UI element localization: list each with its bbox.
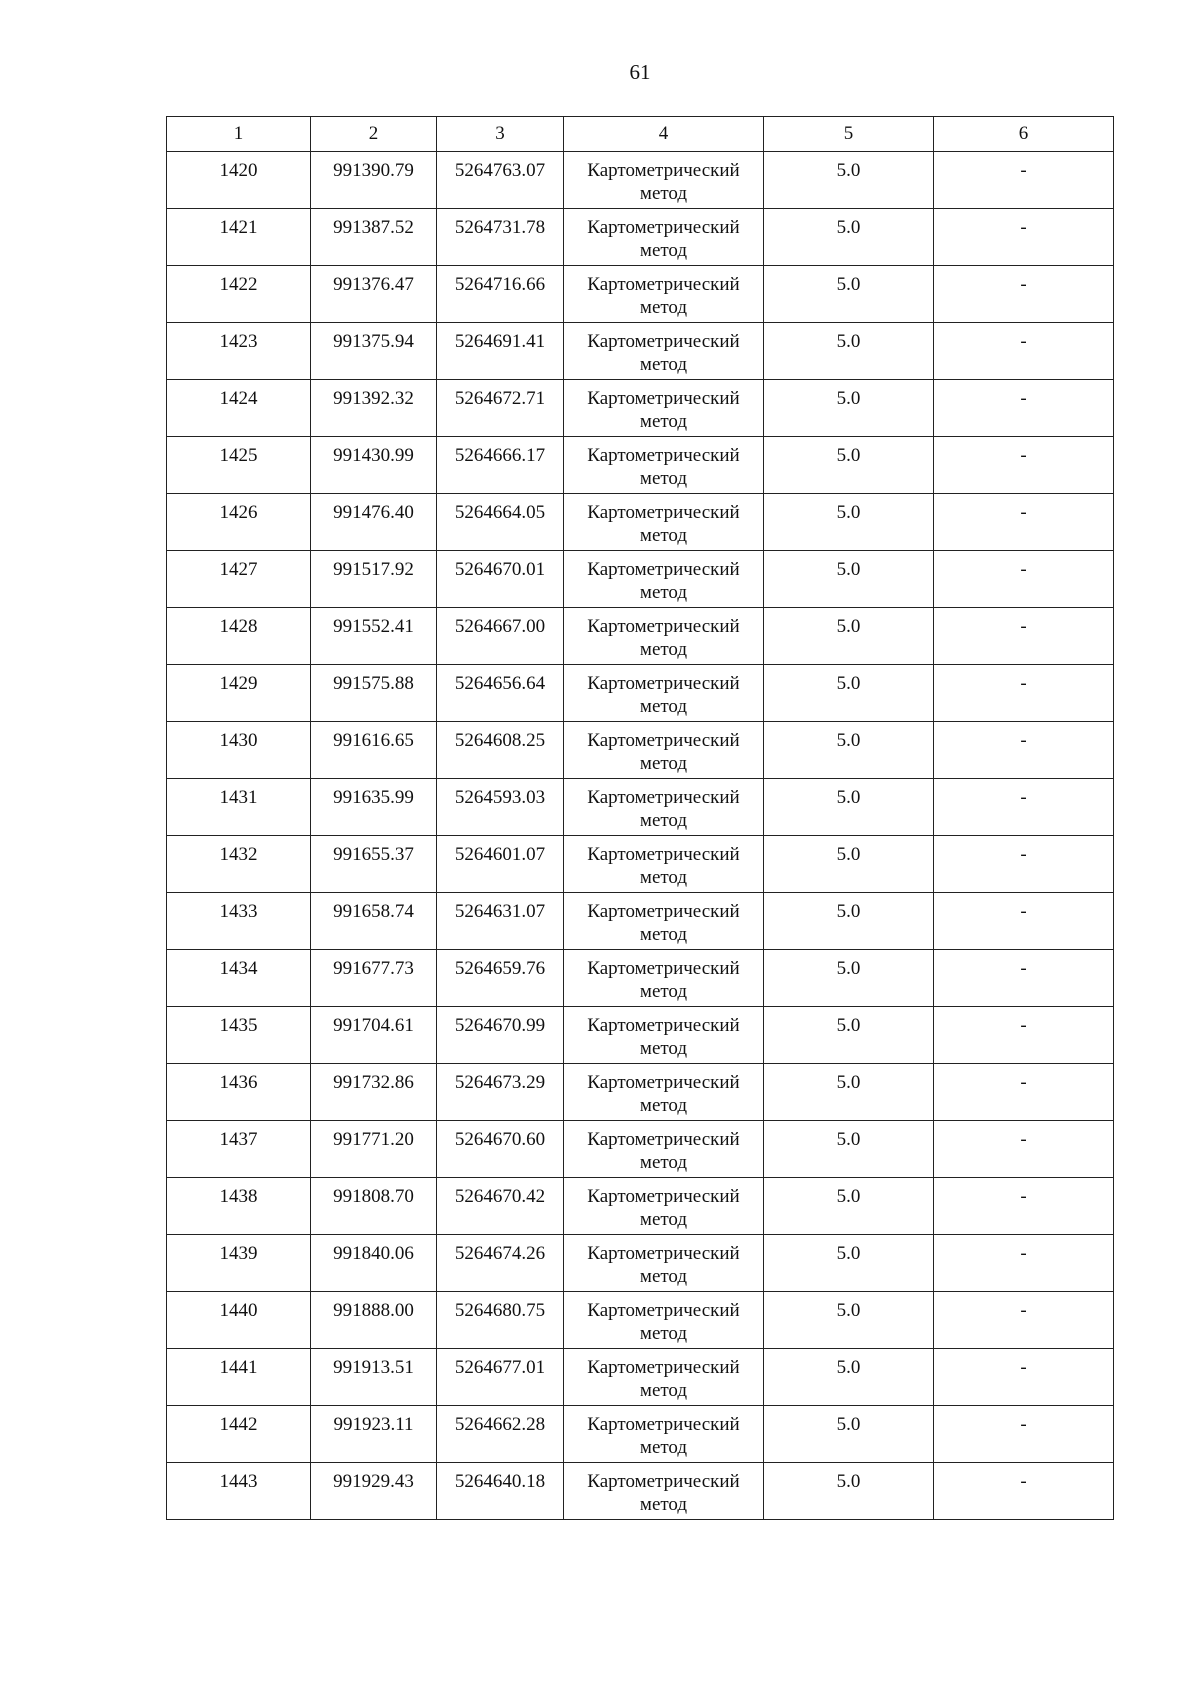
- table-row: [167, 722, 1114, 779]
- x-coordinate-cell: 991840.06: [311, 1235, 437, 1292]
- accuracy-cell: 5.0: [764, 209, 934, 266]
- note-cell: -: [934, 836, 1114, 893]
- x-coordinate-cell: 991575.88: [311, 665, 437, 722]
- method-cell: Картометрический метод: [564, 494, 764, 551]
- x-coordinate-cell: 991616.65: [311, 722, 437, 779]
- y-coordinate-cell: 5264608.25: [437, 722, 564, 779]
- method-cell: Картометрический метод: [564, 1349, 764, 1406]
- accuracy-cell: 5.0: [764, 665, 934, 722]
- y-coordinate-cell: 5264672.71: [437, 380, 564, 437]
- note-cell: -: [934, 665, 1114, 722]
- x-coordinate-cell: 991913.51: [311, 1349, 437, 1406]
- note-cell: -: [934, 1463, 1114, 1520]
- x-coordinate-cell: 991923.11: [311, 1406, 437, 1463]
- note-cell: -: [934, 209, 1114, 266]
- y-coordinate-cell: 5264640.18: [437, 1463, 564, 1520]
- y-coordinate-cell: 5264664.05: [437, 494, 564, 551]
- note-cell: -: [934, 437, 1114, 494]
- table-row: [167, 1064, 1114, 1121]
- accuracy-cell: 5.0: [764, 836, 934, 893]
- column-header-2: 2: [311, 117, 437, 152]
- table-header: [167, 117, 1114, 152]
- accuracy-cell: 5.0: [764, 1178, 934, 1235]
- note-cell: -: [934, 494, 1114, 551]
- accuracy-cell: 5.0: [764, 1064, 934, 1121]
- accuracy-cell: 5.0: [764, 1121, 934, 1178]
- accuracy-cell: 5.0: [764, 893, 934, 950]
- point-number-cell: 1440: [167, 1292, 311, 1349]
- x-coordinate-cell: 991771.20: [311, 1121, 437, 1178]
- method-cell: Картометрический метод: [564, 1121, 764, 1178]
- y-coordinate-cell: 5264666.17: [437, 437, 564, 494]
- accuracy-cell: 5.0: [764, 1463, 934, 1520]
- note-cell: -: [934, 608, 1114, 665]
- accuracy-cell: 5.0: [764, 1349, 934, 1406]
- point-number-cell: 1422: [167, 266, 311, 323]
- y-coordinate-cell: 5264670.01: [437, 551, 564, 608]
- table-row: [167, 1292, 1114, 1349]
- note-cell: -: [934, 1007, 1114, 1064]
- x-coordinate-cell: 991476.40: [311, 494, 437, 551]
- y-coordinate-cell: 5264680.75: [437, 1292, 564, 1349]
- method-cell: Картометрический метод: [564, 209, 764, 266]
- y-coordinate-cell: 5264593.03: [437, 779, 564, 836]
- point-number-cell: 1439: [167, 1235, 311, 1292]
- point-number-cell: 1426: [167, 494, 311, 551]
- table-row: [167, 1007, 1114, 1064]
- method-cell: Картометрический метод: [564, 1406, 764, 1463]
- y-coordinate-cell: 5264731.78: [437, 209, 564, 266]
- page-number: 61: [629, 60, 651, 84]
- coordinates-table: [166, 116, 1114, 1520]
- accuracy-cell: 5.0: [764, 437, 934, 494]
- method-cell: Картометрический метод: [564, 437, 764, 494]
- method-cell: Картометрический метод: [564, 1463, 764, 1520]
- y-coordinate-cell: 5264631.07: [437, 893, 564, 950]
- point-number-cell: 1441: [167, 1349, 311, 1406]
- table-row: [167, 1349, 1114, 1406]
- point-number-cell: 1434: [167, 950, 311, 1007]
- note-cell: -: [934, 1178, 1114, 1235]
- x-coordinate-cell: 991552.41: [311, 608, 437, 665]
- table-row: [167, 950, 1114, 1007]
- method-cell: Картометрический метод: [564, 323, 764, 380]
- table-row: [167, 551, 1114, 608]
- y-coordinate-cell: 5264716.66: [437, 266, 564, 323]
- accuracy-cell: 5.0: [764, 1235, 934, 1292]
- note-cell: -: [934, 779, 1114, 836]
- x-coordinate-cell: 991392.32: [311, 380, 437, 437]
- accuracy-cell: 5.0: [764, 551, 934, 608]
- note-cell: -: [934, 1406, 1114, 1463]
- x-coordinate-cell: 991704.61: [311, 1007, 437, 1064]
- note-cell: -: [934, 1064, 1114, 1121]
- note-cell: -: [934, 950, 1114, 1007]
- x-coordinate-cell: 991732.86: [311, 1064, 437, 1121]
- method-cell: Картометрический метод: [564, 608, 764, 665]
- method-cell: Картометрический метод: [564, 380, 764, 437]
- method-cell: Картометрический метод: [564, 1064, 764, 1121]
- x-coordinate-cell: 991677.73: [311, 950, 437, 1007]
- point-number-cell: 1420: [167, 152, 311, 209]
- method-cell: Картометрический метод: [564, 551, 764, 608]
- x-coordinate-cell: 991635.99: [311, 779, 437, 836]
- x-coordinate-cell: 991375.94: [311, 323, 437, 380]
- point-number-cell: 1443: [167, 1463, 311, 1520]
- y-coordinate-cell: 5264691.41: [437, 323, 564, 380]
- accuracy-cell: 5.0: [764, 1007, 934, 1064]
- y-coordinate-cell: 5264601.07: [437, 836, 564, 893]
- x-coordinate-cell: 991390.79: [311, 152, 437, 209]
- x-coordinate-cell: 991430.99: [311, 437, 437, 494]
- point-number-cell: 1428: [167, 608, 311, 665]
- accuracy-cell: 5.0: [764, 494, 934, 551]
- y-coordinate-cell: 5264662.28: [437, 1406, 564, 1463]
- table-row: [167, 380, 1114, 437]
- accuracy-cell: 5.0: [764, 152, 934, 209]
- accuracy-cell: 5.0: [764, 380, 934, 437]
- method-cell: Картометрический метод: [564, 1292, 764, 1349]
- y-coordinate-cell: 5264673.29: [437, 1064, 564, 1121]
- point-number-cell: 1431: [167, 779, 311, 836]
- point-number-cell: 1442: [167, 1406, 311, 1463]
- method-cell: Картометрический метод: [564, 950, 764, 1007]
- note-cell: -: [934, 1292, 1114, 1349]
- table-row: [167, 1178, 1114, 1235]
- y-coordinate-cell: 5264674.26: [437, 1235, 564, 1292]
- method-cell: Картометрический метод: [564, 152, 764, 209]
- note-cell: -: [934, 323, 1114, 380]
- column-header-5: 5: [764, 117, 934, 152]
- table-row: [167, 1121, 1114, 1178]
- x-coordinate-cell: 991376.47: [311, 266, 437, 323]
- table-row: [167, 152, 1114, 209]
- point-number-cell: 1425: [167, 437, 311, 494]
- column-header-4: 4: [564, 117, 764, 152]
- x-coordinate-cell: 991658.74: [311, 893, 437, 950]
- point-number-cell: 1433: [167, 893, 311, 950]
- column-header-1: 1: [167, 117, 311, 152]
- accuracy-cell: 5.0: [764, 722, 934, 779]
- x-coordinate-cell: 991808.70: [311, 1178, 437, 1235]
- method-cell: Картометрический метод: [564, 665, 764, 722]
- method-cell: Картометрический метод: [564, 266, 764, 323]
- accuracy-cell: 5.0: [764, 1406, 934, 1463]
- point-number-cell: 1429: [167, 665, 311, 722]
- note-cell: -: [934, 1235, 1114, 1292]
- method-cell: Картометрический метод: [564, 836, 764, 893]
- point-number-cell: 1430: [167, 722, 311, 779]
- table-row: [167, 209, 1114, 266]
- y-coordinate-cell: 5264677.01: [437, 1349, 564, 1406]
- table-row: [167, 323, 1114, 380]
- accuracy-cell: 5.0: [764, 1292, 934, 1349]
- method-cell: Картометрический метод: [564, 893, 764, 950]
- note-cell: -: [934, 893, 1114, 950]
- table-row: [167, 1235, 1114, 1292]
- table-row: [167, 1463, 1114, 1520]
- method-cell: Картометрический метод: [564, 1007, 764, 1064]
- method-cell: Картометрический метод: [564, 1178, 764, 1235]
- table-row: [167, 665, 1114, 722]
- point-number-cell: 1423: [167, 323, 311, 380]
- table-row: [167, 437, 1114, 494]
- note-cell: -: [934, 380, 1114, 437]
- note-cell: -: [934, 266, 1114, 323]
- point-number-cell: 1437: [167, 1121, 311, 1178]
- table-row: [167, 893, 1114, 950]
- table-row: [167, 836, 1114, 893]
- y-coordinate-cell: 5264670.42: [437, 1178, 564, 1235]
- y-coordinate-cell: 5264763.07: [437, 152, 564, 209]
- note-cell: -: [934, 1121, 1114, 1178]
- y-coordinate-cell: 5264667.00: [437, 608, 564, 665]
- y-coordinate-cell: 5264670.60: [437, 1121, 564, 1178]
- point-number-cell: 1438: [167, 1178, 311, 1235]
- x-coordinate-cell: 991888.00: [311, 1292, 437, 1349]
- point-number-cell: 1435: [167, 1007, 311, 1064]
- method-cell: Картометрический метод: [564, 1235, 764, 1292]
- table-row: [167, 779, 1114, 836]
- y-coordinate-cell: 5264656.64: [437, 665, 564, 722]
- accuracy-cell: 5.0: [764, 266, 934, 323]
- table-row: [167, 1406, 1114, 1463]
- table-body: [167, 152, 1114, 1520]
- y-coordinate-cell: 5264670.99: [437, 1007, 564, 1064]
- note-cell: -: [934, 551, 1114, 608]
- accuracy-cell: 5.0: [764, 779, 934, 836]
- method-cell: Картометрический метод: [564, 722, 764, 779]
- column-header-6: 6: [934, 117, 1114, 152]
- note-cell: -: [934, 152, 1114, 209]
- header-row: [167, 117, 1114, 152]
- x-coordinate-cell: 991929.43: [311, 1463, 437, 1520]
- point-number-cell: 1432: [167, 836, 311, 893]
- method-cell: Картометрический метод: [564, 779, 764, 836]
- accuracy-cell: 5.0: [764, 950, 934, 1007]
- x-coordinate-cell: 991655.37: [311, 836, 437, 893]
- note-cell: -: [934, 1349, 1114, 1406]
- note-cell: -: [934, 722, 1114, 779]
- table-row: [167, 608, 1114, 665]
- point-number-cell: 1424: [167, 380, 311, 437]
- column-header-3: 3: [437, 117, 564, 152]
- point-number-cell: 1436: [167, 1064, 311, 1121]
- table-row: [167, 266, 1114, 323]
- x-coordinate-cell: 991387.52: [311, 209, 437, 266]
- accuracy-cell: 5.0: [764, 323, 934, 380]
- point-number-cell: 1421: [167, 209, 311, 266]
- point-number-cell: 1427: [167, 551, 311, 608]
- accuracy-cell: 5.0: [764, 608, 934, 665]
- y-coordinate-cell: 5264659.76: [437, 950, 564, 1007]
- x-coordinate-cell: 991517.92: [311, 551, 437, 608]
- table-row: [167, 494, 1114, 551]
